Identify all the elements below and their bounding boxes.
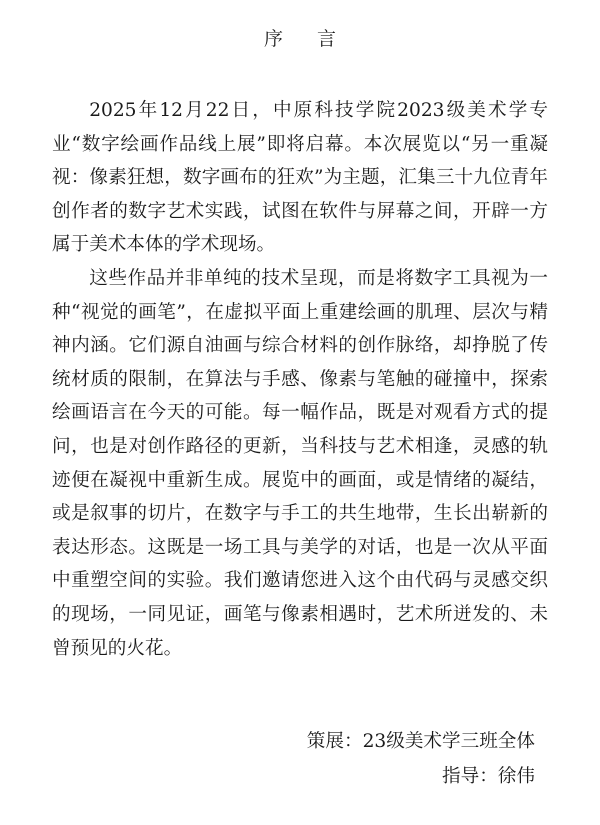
curator-signature: 策展：23级美术学三班全体 — [306, 731, 535, 752]
advisor-signature: 指导：徐伟 — [442, 766, 535, 787]
paragraph-1: 2025年12月22日，中原科技学院2023级美术学专业“数字绘画作品线上展”即将启幕。本次展览以“另一重凝视：像素狂想，数字画布的狂欢”为主题，汇集三十九位青年创作者的数字艺术实践，试图在软件与屏幕之间，开辟一方属于美术本体的学术现场。 — [52, 100, 548, 256]
document-title: 序 言 — [263, 28, 351, 50]
paragraph-2: 这些作品并非单纯的技术呈现，而是将数字工具视为一种“视觉的画笔”，在虚拟平面上重建绘画的肌理、层次与精神内涵。它们源自油画与综合材料的创作脉络，却挣脱了传统材质的限制，在算法与手感、像素与笔触的碰撞中，探索绘画语言在今天的可能。每一幅作品，既是对观看方式的提问，也是对创作路径的更新，当科技与艺术相逢，灵感的轨迹便在凝视中重新生成。展览中的画面，或是情绪的凝结，或是叙事的切片，在数字与手工的共生地带，生长出崭新的表达形态。这既是一场工具与美学的对话，也是一次从平面中重塑空间的实验。我们邀请您进入这个由代码与灵感交织的现场，一同见证，画笔与像素相遇时，艺术所迸发的、未曾预见的火花。 — [52, 267, 548, 659]
document-body — [52, 94, 548, 665]
